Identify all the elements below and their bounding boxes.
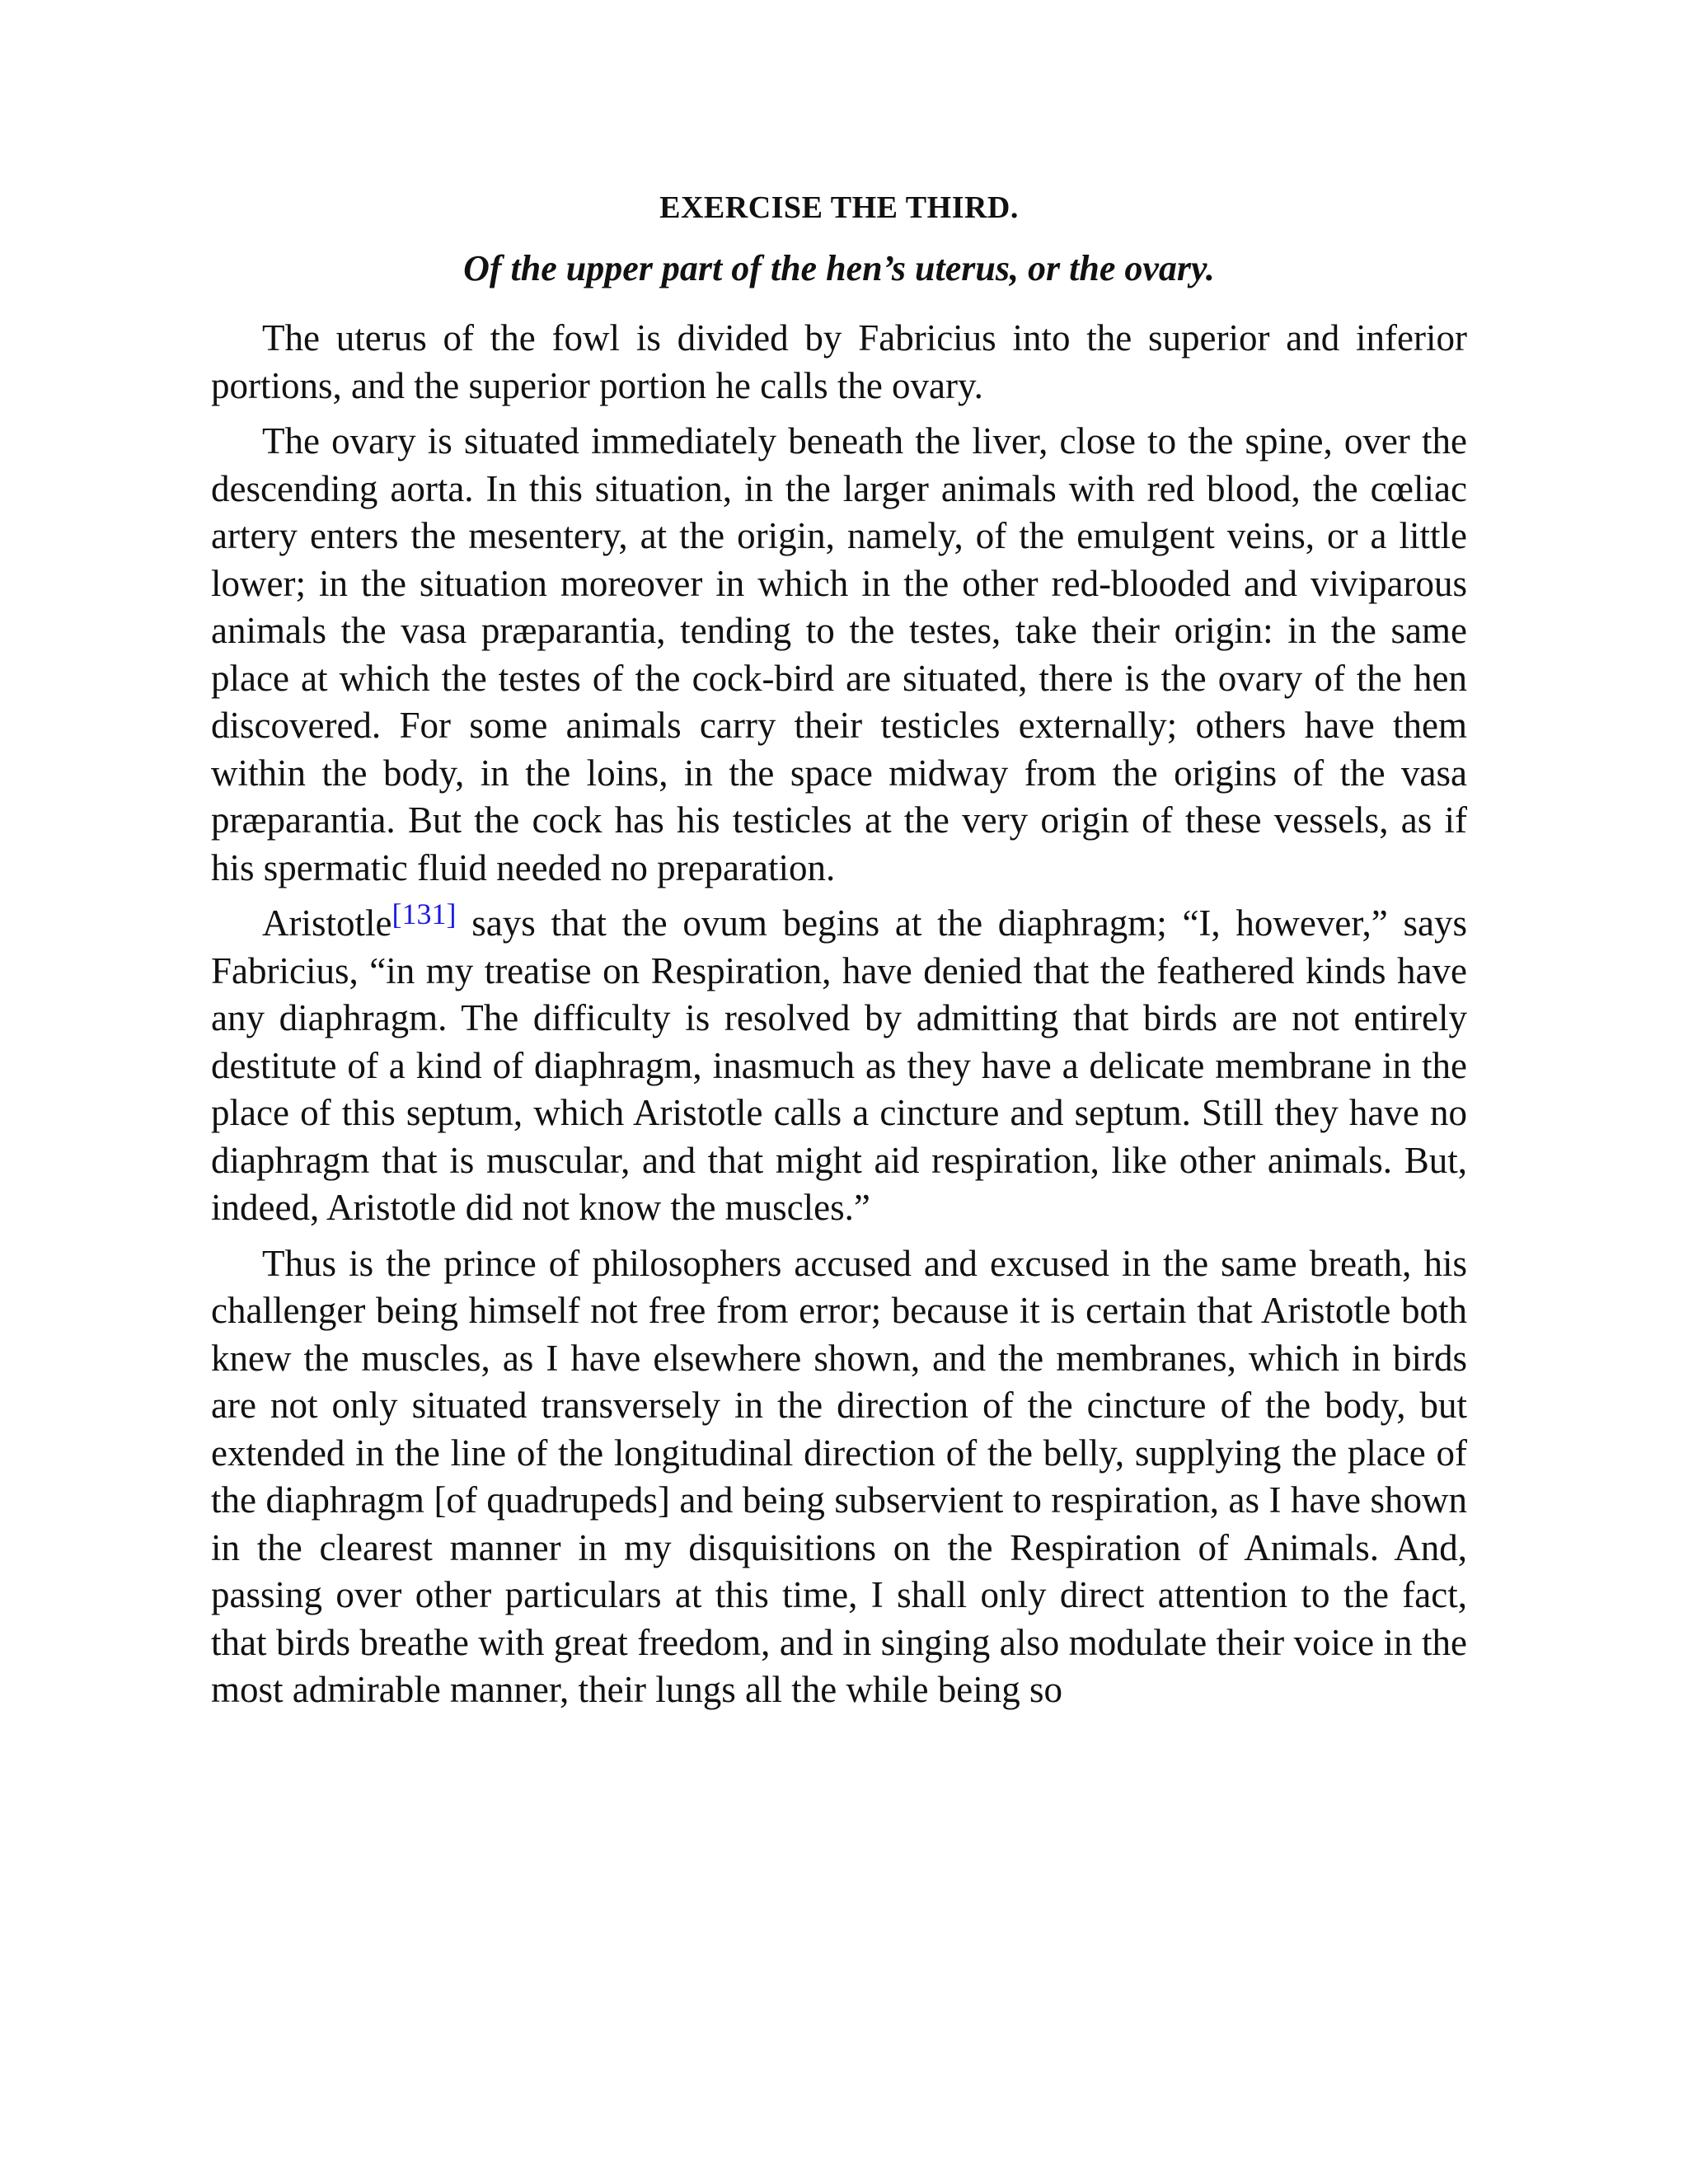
paragraph-2: The ovary is situated immediately beneath the liver, close to the spine, over the descending aorta. In this situation, in the larger animals with red blood, the cœliac artery enters the mesentery, at the origin, namely, of the emulgent veins, or a little lower; in the situation moreover in which in the other red-blooded and viviparous animals the vasa præparantia, tending to the testes, take their origin: in the same place at which the testes of the cock-bird are situated, there is the ovary of the hen discovered. For some animals carry their testicles externally; others have them within the body, in the loins, in the space midway from the origins of the vasa præparantia. But the cock has his testicles at the very origin of these vessels, as if his spermatic fluid needed no preparation. [211, 420, 1467, 888]
paragraph-3-start: Aristotle [262, 902, 392, 944]
paragraph-3-rest: says that the ovum begins at the diaphragm; “I, however,” says Fabricius, “in my treatise on Respiration, have denied that the feathered kinds have any diaphragm. The difficulty is resolved by admitting that birds are not entirely destitute of a kind of diaphragm, inasmuch as they have a delicate membrane in the place of this septum, which Aristotle calls a cincture and septum. Still they have no diaphragm that is muscular, and that might aid respiration, like other animals. But, indeed, Aristotle did not know the muscles.” [211, 902, 1467, 1228]
footnote-link-131[interactable]: [131] [392, 898, 457, 930]
chapter-heading: EXERCISE THE THIRD. [659, 190, 1019, 225]
paragraph-1: The uterus of the fowl is divided by Fabricius into the superior and inferior portions, and the superior portion he calls the ovary. [211, 317, 1467, 406]
page-body [211, 188, 1467, 1722]
paragraph-3 [211, 900, 1467, 1232]
paragraph-4: Thus is the prince of philosophers accused and excused in the same breath, his challenger being himself not free from error; because it is certain that Aristotle both knew the muscles, as I have elsewhere shown, and the membranes, which in birds are not only situated transversely in the direction of the cincture of the body, but extended in the line of the longitudinal direction of the belly, supplying the place of the diaphragm [of quadrupeds] and being subservient to respiration, as I have shown in the clearest manner in my disquisitions on the Respiration of Animals. And, passing over other particulars at this time, I shall only direct attention to the fact, that birds breathe with great freedom, and in singing also modulate their voice in the most admirable manner, their lungs all the while being so [211, 1242, 1467, 1710]
chapter-subheading: Of the upper part of the hen’s uterus, or the ovary. [463, 248, 1215, 288]
